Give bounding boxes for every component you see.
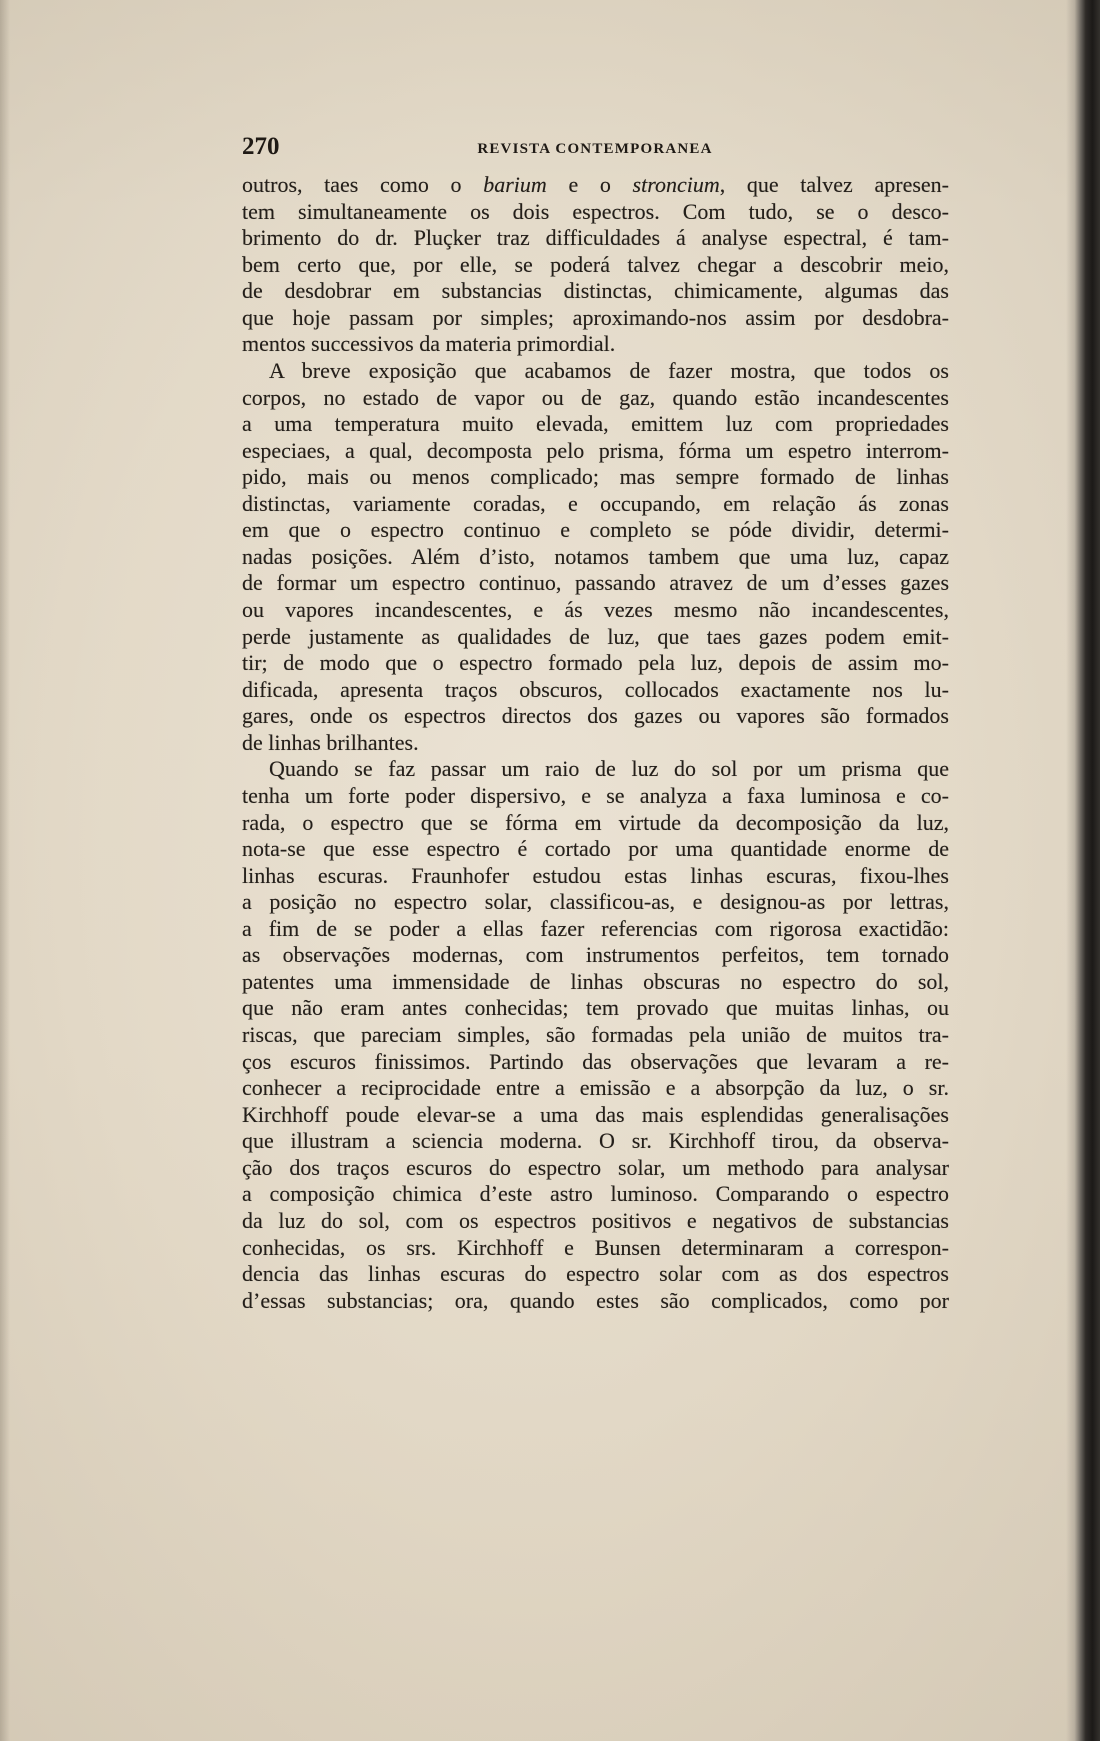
text-line: a posição no espectro solar, classificou-as, e designou-as por lettras,: [242, 889, 949, 915]
text-line: linhas escuras. Fraunhofer estudou estas linhas escuras, fixou-lhes: [242, 862, 949, 888]
text-line: ou vapores incandescentes, e ás vezes mesmo não incandescentes,: [242, 597, 949, 622]
text-line: Kirchhoff poude elevar-se a uma das mais esplendidas generalisações: [242, 1101, 949, 1127]
text-line: da luz do sol, com os espectros positivos e negativos de substancias: [242, 1207, 949, 1233]
text-line: A breve exposição que acabamos de fazer mostra, que todos os: [269, 357, 949, 383]
paragraph: [242, 756, 949, 1314]
page-number: 270: [242, 133, 280, 160]
text-line: que não eram antes conhecidas; tem provado que muitas linhas, ou: [242, 995, 949, 1021]
italic-term: barium: [483, 172, 547, 197]
text-line: distinctas, variamente coradas, e occupando, em relação ás zonas: [242, 490, 949, 516]
text-line: especiaes, a qual, decomposta pelo prisma, fórma um espetro interrom-: [242, 437, 949, 463]
text-line: patentes uma immensidade de linhas obscuras no espectro do sol,: [242, 968, 949, 994]
paragraph: [242, 358, 949, 756]
text-line: a composição chimica d’este astro luminoso. Comparando o espectro: [242, 1181, 949, 1207]
text-line: [242, 172, 949, 199]
text-line: ção dos traços escuros do espectro solar, um methodo para analysar: [242, 1154, 949, 1180]
text-line: de formar um espectro continuo, passando atravez de um d’esses gazes: [242, 570, 949, 596]
text-line: rada, o espectro que se fórma em virtude da decomposição da luz,: [242, 809, 949, 835]
text-line: que hoje passam por simples; aproximando-nos assim por desdobra-: [242, 304, 949, 330]
text-line: riscas, que pareciam simples, são formadas pela união de muitos tra-: [242, 1022, 949, 1047]
text-line: tir; de modo que o espectro formado pela luz, depois de assim mo-: [242, 650, 949, 676]
text-line: pido, mais ou menos complicado; mas sempre formado de linhas: [242, 464, 949, 490]
text-line: tenha um forte poder dispersivo, e se analyza a faxa luminosa e co-: [242, 782, 949, 808]
text-segment: , que talvez apresen-: [719, 172, 949, 197]
page-body: [242, 172, 949, 1314]
text-line: dificada, apresenta traços obscuros, collocados exactamente nos lu-: [242, 676, 949, 702]
text-line: brimento do dr. Pluçker traz difficuldades á analyse espectral, é tam-: [242, 225, 949, 251]
text-line: as observações modernas, com instrumentos perfeitos, tem tornado: [242, 942, 949, 968]
text-segment: e o: [546, 172, 633, 197]
text-line: em que o espectro continuo e completo se póde dividir, determi-: [242, 517, 949, 543]
text-line: corpos, no estado de vapor ou de gaz, quando estão incandescentes: [242, 384, 949, 410]
text-line: d’essas substancias; ora, quando estes são complicados, como por: [242, 1287, 949, 1313]
text-line: a uma temperatura muito elevada, emittem luz com propriedades: [242, 411, 949, 437]
italic-term: stroncium: [632, 172, 720, 197]
text-line: conhecidas, os srs. Kirchhoff e Bunsen determinaram a correspon-: [242, 1234, 949, 1260]
text-line: nadas posições. Além d’isto, notamos tambem que uma luz, capaz: [242, 543, 949, 569]
text-line: bem certo que, por elle, se poderá talvez chegar a descobrir meio,: [242, 251, 949, 277]
text-line: mentos successivos da materia primordial.: [242, 331, 616, 357]
text-line: de linhas brilhantes.: [242, 729, 419, 755]
running-title: REVISTA CONTEMPORANEA: [477, 141, 713, 157]
text-line: tem simultaneamente os dois espectros. Com tudo, se o desco-: [242, 198, 949, 224]
text-line: que illustram a sciencia moderna. O sr. Kirchhoff tirou, da observa-: [242, 1128, 949, 1154]
left-edge-shadow: [0, 0, 10, 1741]
fore-edge-shadow: [1066, 0, 1100, 1741]
text-line: ços escuros finissimos. Partindo das observações que levaram a re-: [242, 1048, 949, 1074]
text-line: conhecer a reciprocidade entre a emissão e a absorpção da luz, o sr.: [242, 1075, 949, 1101]
paragraph: [242, 172, 949, 358]
text-segment: outros, taes como o: [242, 172, 484, 197]
text-line: a fim de se poder a ellas fazer referencias com rigorosa exactidão:: [242, 915, 949, 941]
text-line: dencia das linhas escuras do espectro solar com as dos espectros: [242, 1261, 949, 1287]
text-line: de desdobrar em substancias distinctas, chimicamente, algumas das: [242, 278, 949, 304]
text-line: nota-se que esse espectro é cortado por uma quantidade enorme de: [242, 836, 949, 862]
text-line: Quando se faz passar um raio de luz do sol por um prisma que: [269, 756, 949, 782]
text-line: gares, onde os espectros directos dos gazes ou vapores são formados: [242, 703, 949, 729]
text-line: perde justamente as qualidades de luz, que taes gazes podem emit-: [242, 623, 949, 649]
